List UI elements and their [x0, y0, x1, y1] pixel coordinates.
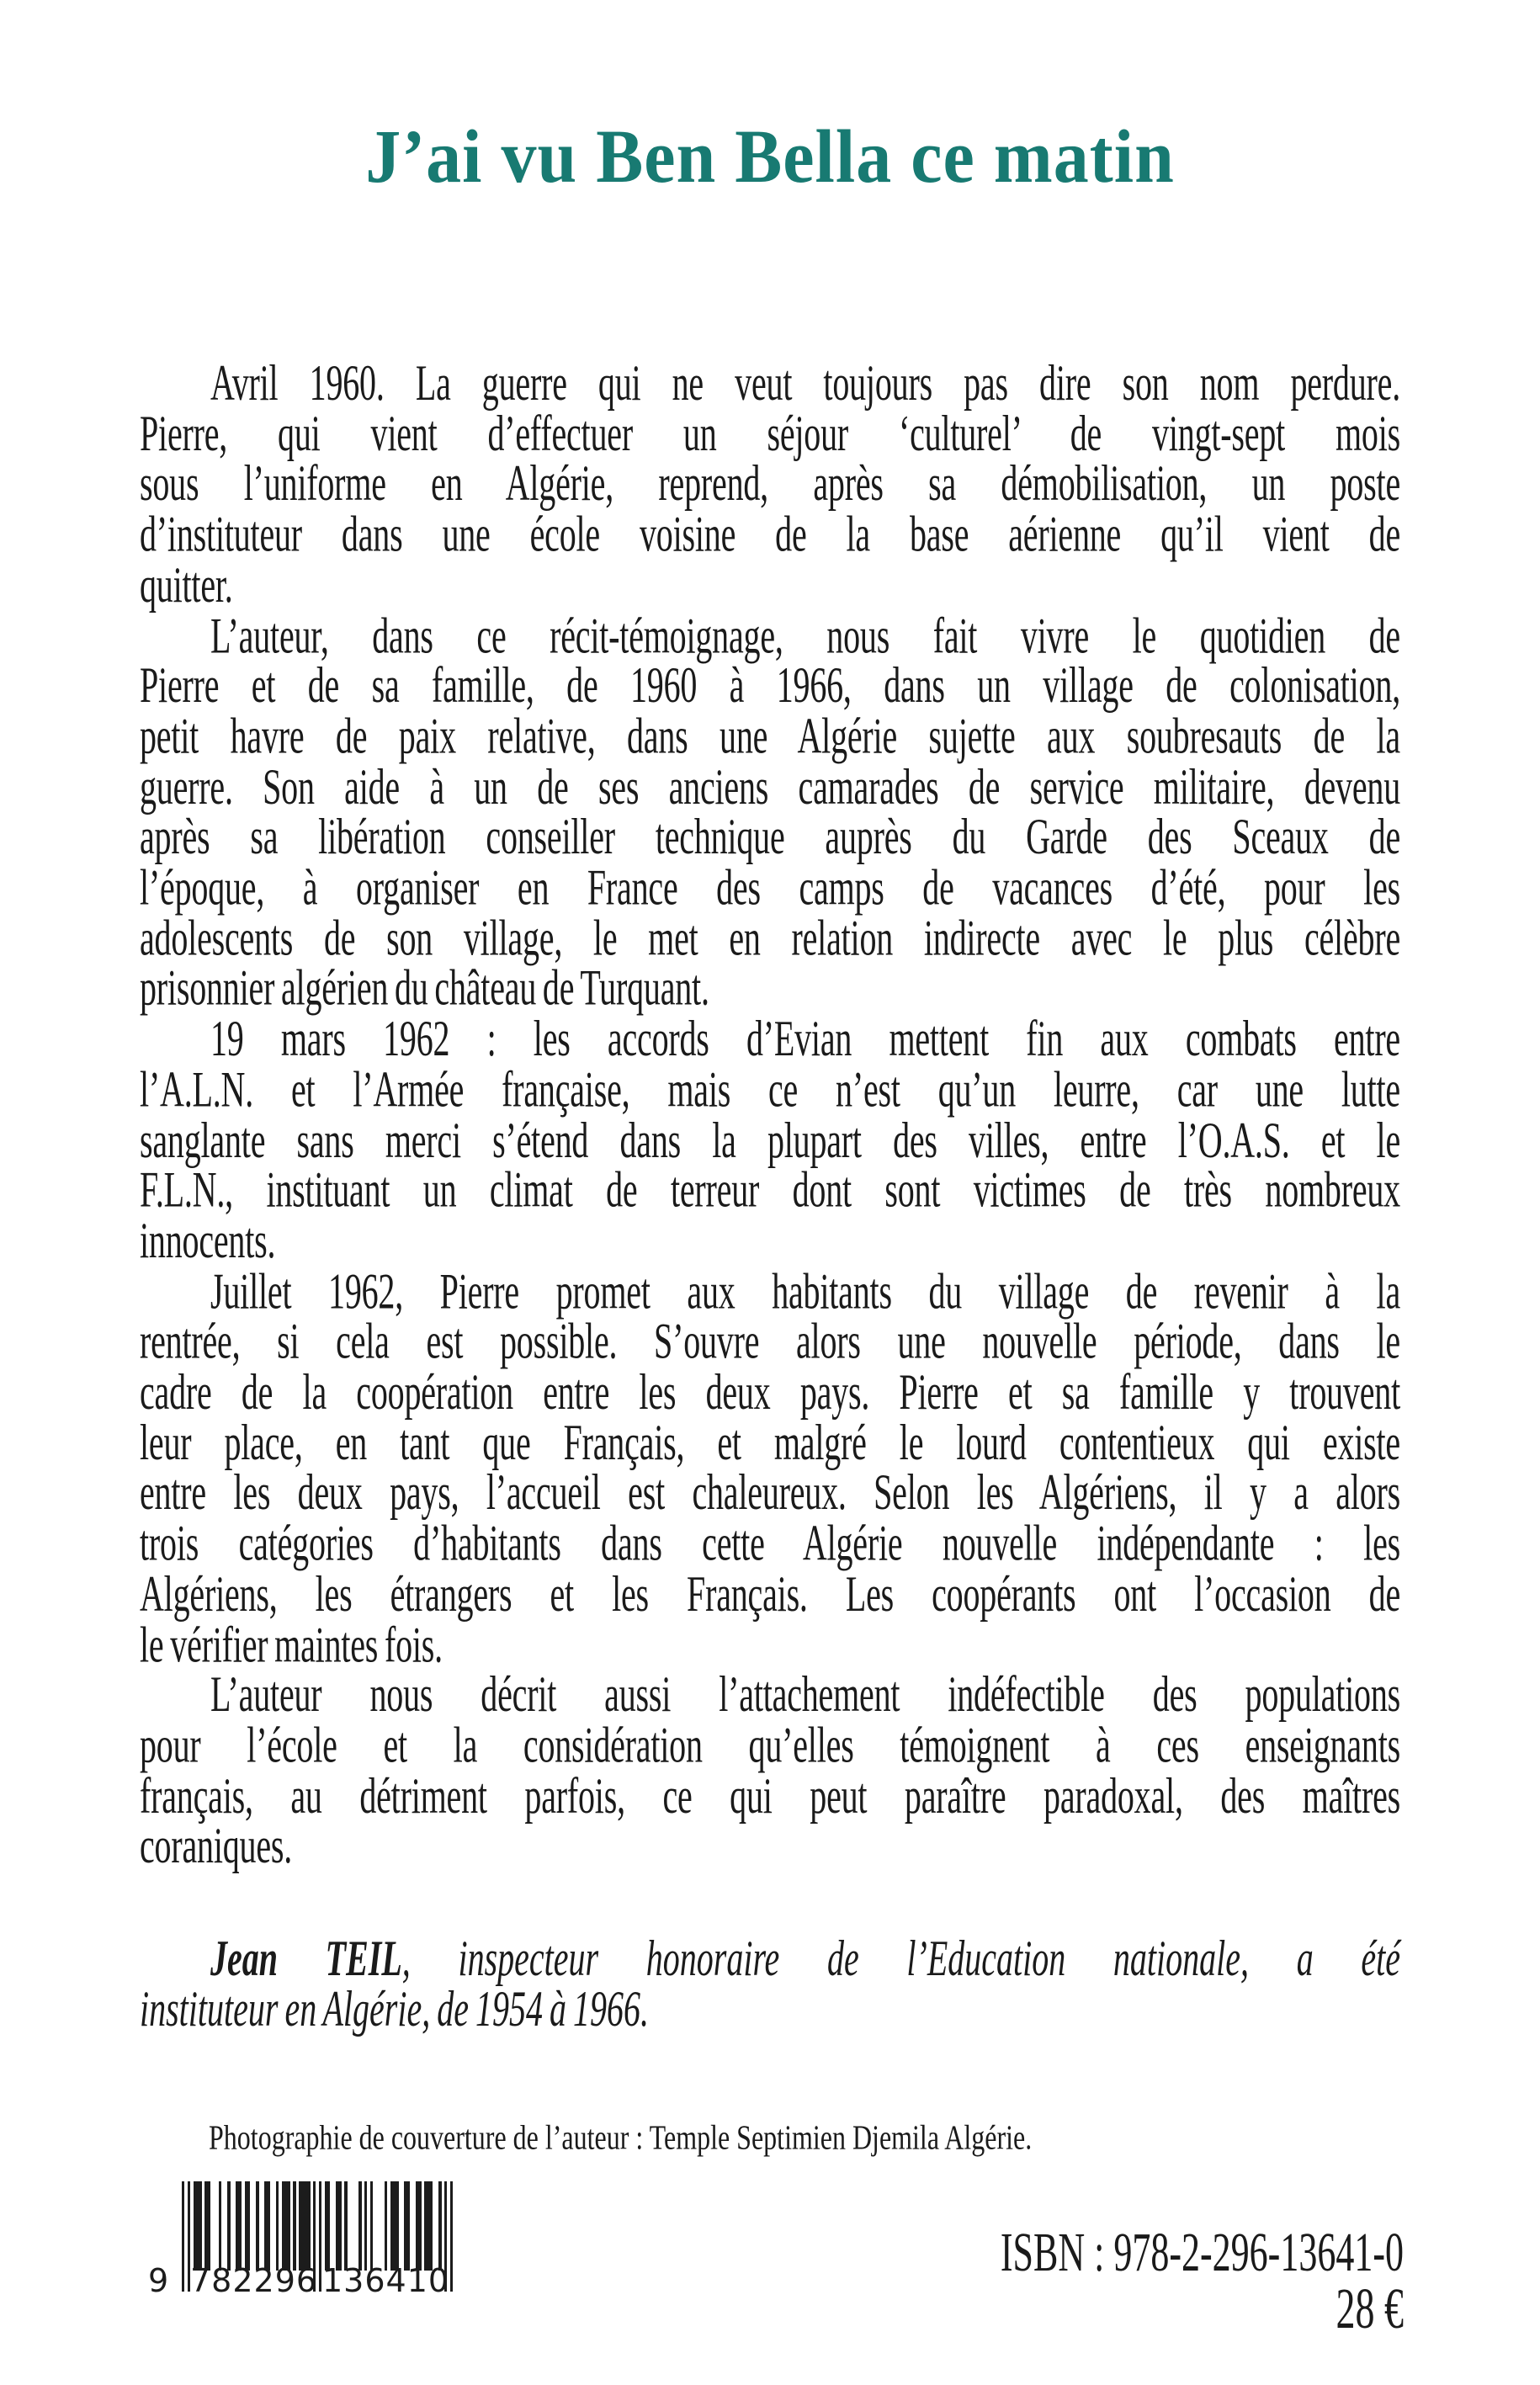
synopsis-line: Juillet 1962, Pierre promet aux habitants du village de revenir à la: [210, 1262, 1400, 1320]
author-note-rest: , inspecteur honoraire de l’Education nationale, a été: [401, 1929, 1400, 1987]
book-title: J’ai vu Ben Bella ce matin: [365, 114, 1175, 199]
author-note-line1: [140, 1929, 1400, 1987]
author-name: Jean TEIL: [210, 1929, 402, 1987]
synopsis-text: [140, 353, 1400, 1875]
synopsis-line: quitter.: [140, 555, 233, 614]
synopsis-line: le vérifier maintes fois.: [140, 1615, 443, 1673]
ean-barcode: [148, 2181, 454, 2299]
synopsis-line: guerre. Son aide à un de ses anciens camarades de service militaire, devenu: [140, 757, 1400, 815]
synopsis-line: rentrée, si cela est possible. S’ouvre alors une nouvelle période, dans le: [140, 1312, 1400, 1370]
synopsis-line: français, au détriment parfois, ce qui peut paraître paradoxal, des maîtres: [140, 1766, 1400, 1825]
barcode-digits-right: 136410: [322, 2262, 450, 2299]
photo-credit: Photographie de couverture de l’auteur : Temple Septimien Djemila Algérie.: [209, 2117, 1033, 2157]
synopsis-line: prisonnier algérien du château de Turquant.: [140, 959, 709, 1017]
isbn-text: ISBN : 978-2-296-13641-0: [1000, 2221, 1404, 2283]
author-note: [140, 1929, 1400, 2037]
synopsis-line: Pierre et de sa famille, de 1960 à 1966, dans un village de colonisation,: [140, 656, 1400, 714]
synopsis-line: Algériens, les étrangers et les Français. Les coopérants ont l’occasion de: [140, 1564, 1400, 1623]
synopsis-line: trois catégories d’habitants dans cette Algérie nouvelle indépendante : les: [140, 1514, 1400, 1572]
synopsis-line: L’auteur, dans ce récit-témoignage, nous fait vivre le quotidien de: [210, 606, 1400, 664]
synopsis-line: Avril 1960. La guerre qui ne veut toujours pas dire son nom perdure.: [210, 353, 1400, 412]
synopsis-line: coraniques.: [140, 1817, 293, 1875]
synopsis-line: après sa libération conseiller technique auprès du Garde des Sceaux de: [140, 808, 1400, 865]
synopsis-line: Pierre, qui vient d’effectuer un séjour ‘culturel’ de vingt-sept mois: [140, 404, 1400, 462]
barcode-digit-first: 9: [148, 2262, 169, 2299]
synopsis-line: petit havre de paix relative, dans une Algérie sujette aux soubresauts de la: [140, 707, 1400, 765]
synopsis-line: l’A.L.N. et l’Armée française, mais ce n’est qu’un leurre, car une lutte: [140, 1060, 1400, 1118]
synopsis-line: innocents.: [140, 1211, 276, 1269]
synopsis-line: cadre de la coopération entre les deux pays. Pierre et sa famille y trouvent: [140, 1362, 1400, 1421]
barcode-digits-left: 782296: [190, 2262, 318, 2299]
synopsis-line: 19 mars 1962 : les accords d’Evian mettent fin aux combats entre: [210, 1009, 1400, 1067]
synopsis-line: F.L.N., instituant un climat de terreur dont sont victimes de très nombreux: [140, 1161, 1400, 1219]
barcode-bar: [450, 2181, 453, 2292]
synopsis-line: sanglante sans merci s’étend dans la plupart des villes, entre l’O.A.S. et le: [140, 1110, 1400, 1168]
synopsis-line: l’époque, à organiser en France des camps de vacances d’été, pour les: [140, 858, 1400, 916]
synopsis-line: adolescents de son village, le met en relation indirecte avec le plus célèbre: [140, 908, 1400, 966]
synopsis-line: L’auteur nous décrit aussi l’attachement indéfectible des populations: [210, 1665, 1400, 1724]
synopsis-line: entre les deux pays, l’accueil est chaleureux. Selon les Algériens, il y a alors: [140, 1463, 1400, 1522]
price-text: 28 €: [1336, 2276, 1404, 2340]
synopsis-line: sous l’uniforme en Algérie, reprend, après sa démobilisation, un poste: [140, 454, 1400, 513]
synopsis-line: pour l’école et la considération qu’elles témoignent à ces enseignants: [140, 1716, 1400, 1774]
synopsis-line: d’instituteur dans une école voisine de la base aérienne qu’il vient de: [140, 505, 1400, 563]
author-note-line2: instituteur en Algérie, de 1954 à 1966.: [140, 1979, 649, 2037]
synopsis-line: leur place, en tant que Français, et malgré le lourd contentieux qui existe: [140, 1413, 1400, 1471]
